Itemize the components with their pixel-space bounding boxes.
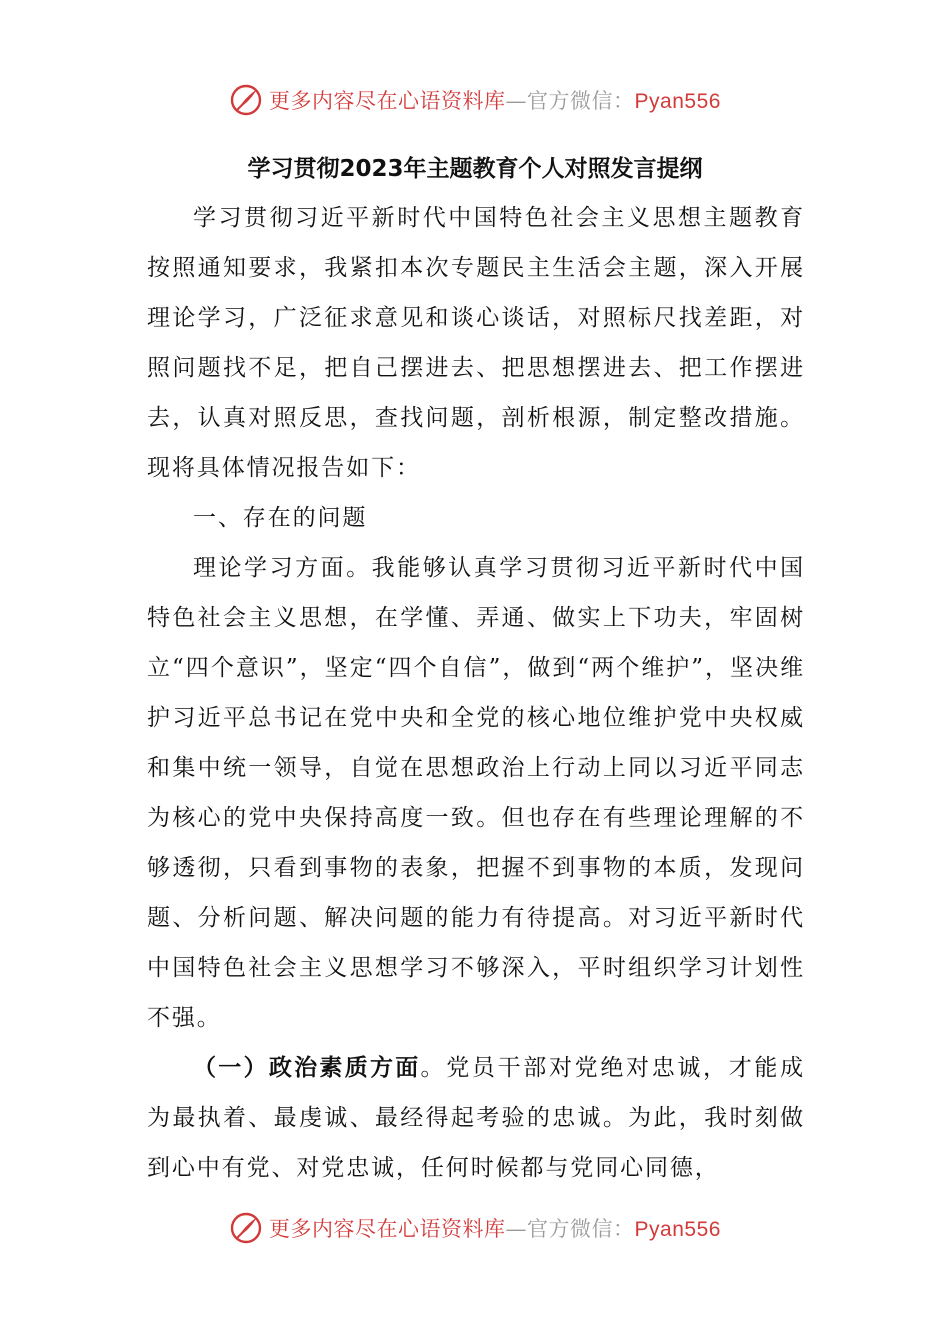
political-paragraph — [147, 1043, 805, 1193]
watermark-text: 更多内容尽在心语资料库—官方微信：Pyan556 — [269, 89, 721, 113]
political-text: 。党员干部对党绝对忠诚，才能成为最执着、最虔诚、最经得起考验的忠诚。为此，我时刻做到心中有党、对党忠诚，任何时候都与党同心同德， — [147, 1055, 806, 1181]
political-lead: （一）政治素质方面 — [193, 1055, 421, 1081]
quill-seal-icon — [229, 1211, 263, 1245]
watermark-footer — [0, 1208, 950, 1248]
theory-paragraph: 理论学习方面。我能够认真学习贯彻习近平新时代中国特色社会主义思想，在学懂、弄通、做实上下功夫，牢固树立“四个意识”，坚定“四个自信”，做到“两个维护”，坚决维护习近平总书记在党中央和全党的核心地位维护党中央权威和集中统一领导，自觉在思想政治上行动上同以习近平同志为核心的党中央保持高度一致。但也存在有些理论理解的不够透彻，只看到事物的表象，把握不到事物的本质，发现问题、分析问题、解决问题的能力有待提高。对习近平新时代中国特色社会主义思想学习不够深入，平时组织学习计划性不强。 — [147, 555, 805, 1031]
section-heading: 一、存在的问题 — [193, 505, 368, 531]
quill-seal-icon — [229, 83, 263, 117]
document-body — [147, 193, 805, 1193]
document-title: 学习贯彻2023年主题教育个人对照发言提纲 — [247, 156, 703, 182]
intro-paragraph: 学习贯彻习近平新时代中国特色社会主义思想主题教育按照通知要求，我紧扣本次专题民主生活会主题，深入开展理论学习，广泛征求意见和谈心谈话，对照标尺找差距，对照问题找不足，把自己摆进去、把思想摆进去、把工作摆进去，认真对照反思，查找问题，剖析根源，制定整改措施。现将具体情况报告如下： — [147, 205, 805, 481]
watermark-text: 更多内容尽在心语资料库—官方微信：Pyan556 — [269, 1217, 721, 1241]
watermark-header — [0, 80, 950, 120]
